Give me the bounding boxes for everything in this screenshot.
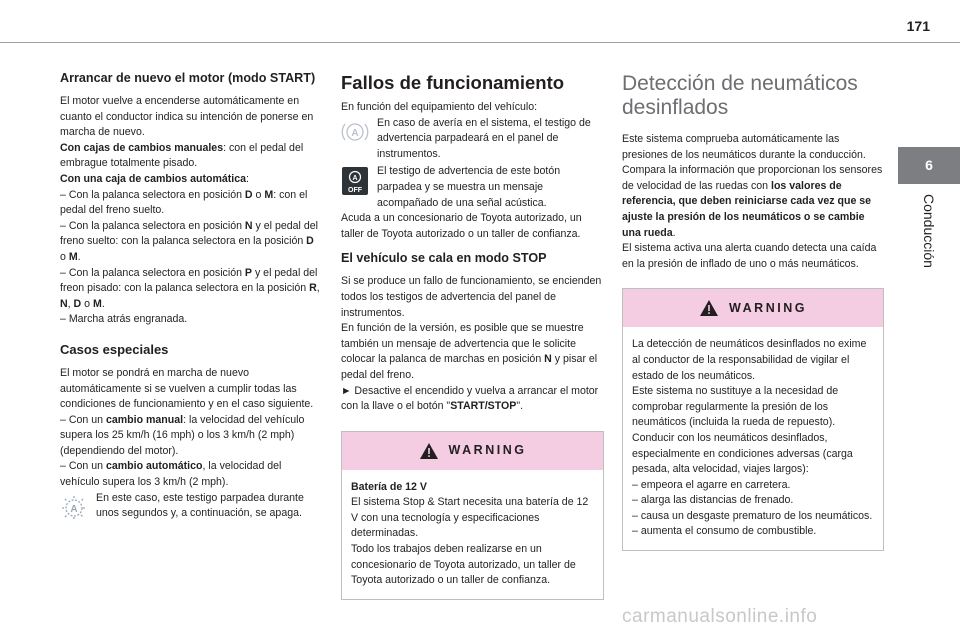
stall-heading: El vehículo se cala en modo STOP <box>341 251 547 266</box>
pos-m: M <box>68 250 78 263</box>
tyre-warning-box <box>622 288 884 551</box>
special-item-1-a: – Con un <box>60 413 106 426</box>
warning-light-text: En caso de avería en el sistema, el testigo de advertencia parpadeará en el panel de instrumentos. <box>377 116 591 160</box>
stall-p3-b: ". <box>516 400 524 413</box>
auto-item-1-b: : con el pedal del freno suelto. <box>60 188 308 217</box>
auto-item-4: – Marcha atrás engranada. <box>60 313 188 326</box>
watermark: carmanualsonline.info <box>622 606 818 627</box>
pos-m: M <box>264 188 274 201</box>
stall-p3-a: ► Desactive el encendido y vuelva a arrancar el motor con la llave o el botón " <box>341 384 599 413</box>
warning-triangle-icon <box>419 442 439 460</box>
column-restart <box>60 70 322 522</box>
stop-start-off-button-icon <box>341 166 369 196</box>
battery-warning-p2: Todo los trabajos deben realizarse en un concesionario de Toyota autorizado, un taller de Toyota autorizado o un taller de confianza. <box>351 543 576 587</box>
auto-item-3-end: . <box>101 297 105 310</box>
tyre-warning-p1: La detección de neumáticos desinflados no exime al conductor de la responsabilidad de vigilar el estado de los neumáticos. <box>632 338 867 382</box>
restart-heading: Arrancar de nuevo el motor (modo START) <box>60 71 316 85</box>
chapter-tab[interactable]: 6 <box>898 147 960 184</box>
malfunctions-intro: En función del equipamiento del vehículo: <box>341 101 538 113</box>
pos-n: N <box>60 297 68 310</box>
svg-text:A: A <box>351 127 359 139</box>
auto-item-1 <box>60 188 322 219</box>
pos-m: M <box>92 297 102 310</box>
stop-start-indicator-text: En este caso, este testigo parpadea durante unos segundos y, a continuación, se apaga. <box>96 491 304 520</box>
battery-warning-box <box>341 431 604 600</box>
stall-p2-n: N <box>544 353 552 366</box>
stop-start-auto-icon <box>60 495 88 521</box>
special-item-2-a: – Con un <box>60 460 106 473</box>
tyre-warning-header <box>623 289 883 327</box>
tyre-p1: Este sistema comprueba automáticamente las presiones de los neumáticos durante la conducción. <box>622 133 866 161</box>
auto-item-2 <box>60 219 322 266</box>
tyre-warning-p3: Conducir con los neumáticos desinflados, especialmente en condiciones adversas (carga pesada, alta velocidad, viajes largos): <box>632 431 853 476</box>
manual-gearbox-text <box>60 141 322 172</box>
pos-d: D <box>73 297 82 310</box>
warning-triangle-icon <box>699 299 719 317</box>
warning-light-row <box>341 116 604 163</box>
pos-r: R <box>309 282 317 295</box>
auto-item-3-o: o <box>81 297 93 310</box>
stall-p2-b: y pisar el pedal del freno. <box>341 353 598 381</box>
malfunctions-heading: Fallos de funcionamiento <box>341 72 565 93</box>
special-item-2 <box>60 459 322 490</box>
stall-p3 <box>341 384 604 415</box>
button-light-row <box>341 164 604 211</box>
page-number: 171 <box>906 18 930 34</box>
stall-p2-a: En función de la versión, es posible que se muestre también un mensaje de advertencia que le solicite colocar la palanca de marchas en posición <box>341 322 584 366</box>
auto-item-3-b: y el pedal del freon pisado: con la palanca selectora en la posición <box>60 266 318 295</box>
restart-intro: El motor vuelve a encenderse automáticamente en cuanto el conductor indica su intención de ponerse en marcha de nuevo. <box>60 95 314 139</box>
battery-warning-header <box>342 432 603 470</box>
stop-start-indicator-row <box>60 491 322 522</box>
manual-gearbox-desc: : con el pedal del embrague totalmente pisado. <box>60 141 304 170</box>
pos-n: N <box>244 219 253 232</box>
start-stop-label: START/STOP <box>450 400 517 413</box>
battery-warning-p1: El sistema Stop & Start necesita una batería de 12 V con una tecnología y especificaciones determinadas. <box>351 496 589 540</box>
auto-gearbox-label: Con una caja de cambios automática <box>60 172 247 185</box>
stall-p1: Si se produce un fallo de funcionamiento, se encienden todos los testigos de advertencia del panel de instrumentos. <box>341 275 602 319</box>
tyre-p3: El sistema activa una alerta cuando detecta una caída en la presión de inflado de uno o más neumáticos. <box>622 242 877 270</box>
stall-p2 <box>341 321 604 383</box>
auto-item-2-a: – Con la palanca selectora en posición <box>60 219 245 232</box>
battery-warning-title: WARNING <box>448 442 527 457</box>
tyre-warning-body <box>623 327 883 550</box>
special-item-1-b: : la velocidad del vehículo supera los 25 km/h (16 mph) o los 3 km/h (2 mph) (dependiendo del motor). <box>60 413 305 457</box>
auto-gearbox-colon: : <box>246 172 249 185</box>
auto-gearbox-label-line <box>60 172 322 188</box>
tyre-warning-p2: Este sistema no sustituye a la necesidad de comprobar regularmente la presión de los neumáticos (incluida la rueda de repuesto). <box>632 385 839 429</box>
special-cases-heading: Casos especiales <box>60 341 169 357</box>
svg-text:A: A <box>70 503 78 515</box>
auto-item-3 <box>60 266 322 313</box>
chapter-title: Conducción <box>921 194 937 268</box>
special-item-2-b: , la velocidad del vehículo supera los 3 km/h (2 mph). <box>60 460 282 489</box>
tyre-warning-b4: – aumenta el consumo de combustible. <box>632 525 817 538</box>
auto-item-2-end: . <box>77 250 81 263</box>
auto-item-3-a: – Con la palanca selectora en posición <box>60 266 245 279</box>
battery-warning-subtitle: Batería de 12 V <box>351 480 427 493</box>
special-item-1 <box>60 413 322 460</box>
auto-item-3-c1: , <box>316 282 320 295</box>
tyre-p2 <box>622 163 884 241</box>
chapter-title-tab <box>898 184 960 344</box>
auto-item-1-a: – Con la palanca selectora en posición <box>60 188 245 201</box>
battery-warning-body <box>342 470 603 599</box>
pos-d: D <box>244 188 253 201</box>
tyre-deflation-heading: Detección de neumáticos desinflados <box>622 72 858 119</box>
column-tyre-deflation <box>622 70 884 551</box>
tyre-p2-bold: los valores de referencia, que deben reiniciarse cada vez que se ajuste la presión de los neumáticos o se cambie una rueda <box>622 179 872 239</box>
svg-text:OFF: OFF <box>348 187 362 195</box>
pos-p: P <box>244 266 252 279</box>
pos-d: D <box>306 235 314 248</box>
tyre-warning-b2: – alarga las distancias de frenado. <box>632 494 794 507</box>
tyre-warning-b3: – causa un desgaste prematuro de los neumáticos. <box>632 509 873 522</box>
svg-text:A: A <box>352 175 358 183</box>
header-rule <box>0 42 960 43</box>
auto-item-1-o: o <box>252 188 265 201</box>
tyre-p2-b: . <box>672 226 676 239</box>
tyre-p2-a: Compara la información que proporcionan los sensores de velocidad de las ruedas con <box>622 164 883 192</box>
auto-item-2-b: y el pedal del freno suelto: con la palanca selectora en la posición <box>60 219 318 248</box>
stop-start-warning-icon <box>341 120 369 146</box>
tyre-warning-b1: – empeora el agarre en carretera. <box>632 478 791 491</box>
column-malfunctions <box>341 70 604 600</box>
special-item-1-bold: cambio manual <box>105 413 184 426</box>
auto-item-3-c2: , <box>67 297 74 310</box>
button-light-text: El testigo de advertencia de este botón parpadea y se muestra un mensaje acompañado de una señal acústica. <box>377 165 561 209</box>
special-item-2-bold: cambio automático <box>105 460 203 473</box>
special-intro: El motor se pondrá en marcha de nuevo automáticamente si se vuelven a cumplir todas las condiciones de funcionamiento y en el caso siguiente. <box>60 366 314 411</box>
manual-gearbox-label: Con cajas de cambios manuales <box>60 141 224 154</box>
tyre-warning-title: WARNING <box>729 300 807 315</box>
dealer-advice: Acuda a un concesionario de Toyota autorizado, un taller de Toyota autorizado o un taller de confianza. <box>341 212 582 240</box>
auto-item-2-o: o <box>60 250 69 263</box>
